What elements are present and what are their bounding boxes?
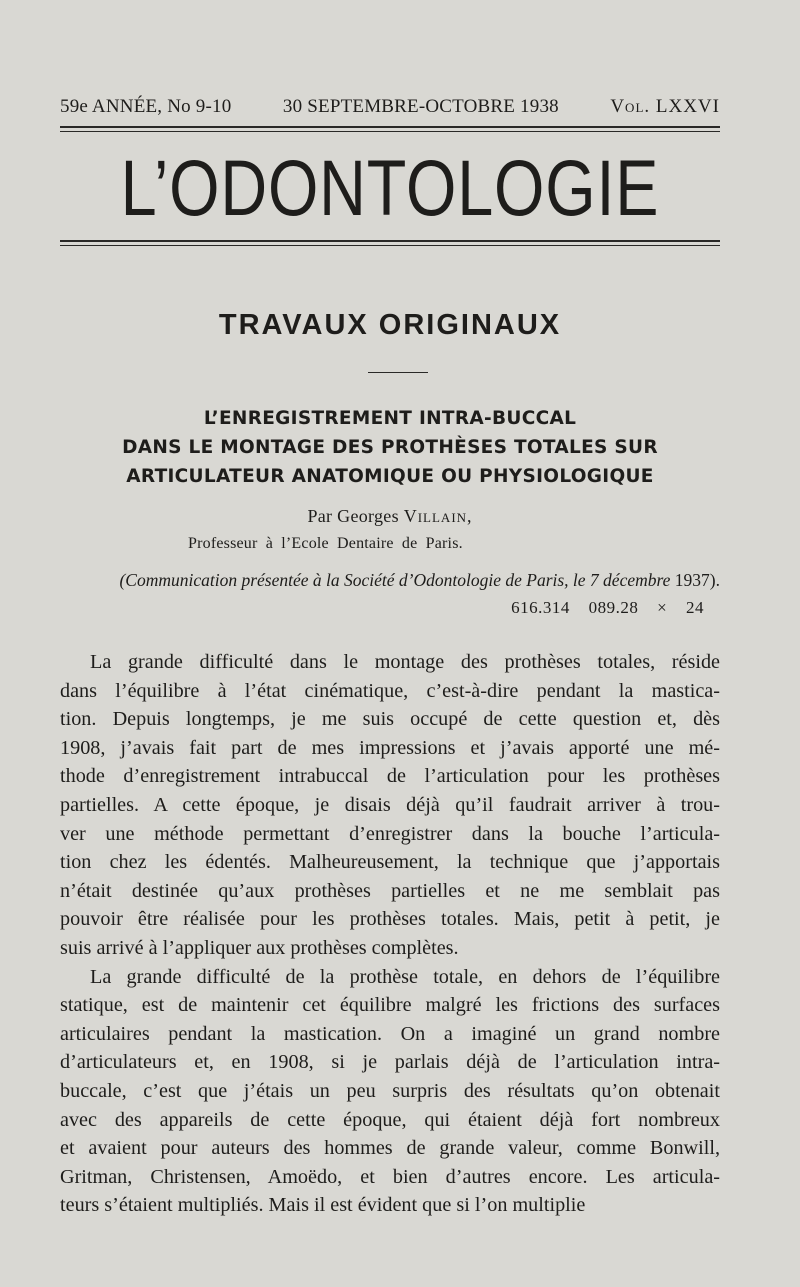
article-title <box>60 404 720 491</box>
paragraph-line: tion chez les édentés. Malheureusement, la technique que j’apportais <box>60 851 720 874</box>
header-rule <box>60 126 720 132</box>
paragraph <box>60 963 720 1220</box>
paragraph-line: La grande difficulté dans le montage des prothèses totales, réside <box>90 651 720 673</box>
author-affiliation: Professeur à l’Ecole Dentaire de Paris. <box>188 535 463 552</box>
paragraph-line: Gritman, Christensen, Amoëdo, et bien d’autres encore. Les articula- <box>60 1165 720 1188</box>
paragraph-line: avec des appareils de cette époque, qui étaient déjà fort nombreux <box>60 1108 720 1131</box>
title-rule <box>60 240 720 246</box>
article-body <box>60 648 720 1220</box>
paragraph-line: n’était destinée qu’aux prothèses partielles et ne me semblait pas <box>60 879 720 902</box>
paragraph-line: teurs s’étaient multipliés. Mais il est évident que si l’on multiplie <box>60 1194 586 1217</box>
paragraph-line: d’articulateurs et, en 1908, si je parlais déjà de l’articulation intra- <box>60 1051 720 1074</box>
paragraph-line: thode d’enregistrement intrabuccal de l’articulation pour les prothèses <box>60 765 720 788</box>
paragraph-line: suis arrivé à l’appliquer aux prothèses complètes. <box>60 936 459 959</box>
paragraph-line: La grande difficulté de la prothèse totale, en dehors de l’équilibre <box>90 965 720 988</box>
issue-number: 59e ANNÉE, No 9-10 <box>60 96 232 117</box>
paragraph-line: tion. Depuis longtemps, je me suis occupé de cette question et, dès <box>60 708 720 731</box>
article-title-line: L’ENREGISTREMENT INTRA-BUCCAL <box>203 408 577 429</box>
journal-title: L’ODONTOLOGIE <box>120 143 660 232</box>
communication-text: (Communication présentée à la Société d’Odontologie de Paris, le 7 décembre <box>119 570 671 590</box>
paragraph-line: et avaient pour auteurs des hommes de grande valeur, comme Bonwill, <box>60 1137 720 1160</box>
section-divider <box>368 372 428 373</box>
section-title: TRAVAUX ORIGINAUX <box>218 309 562 341</box>
running-header <box>60 96 720 118</box>
article-title-line: ARTICULATEUR ANATOMIQUE OU PHYSIOLOGIQUE <box>126 466 654 487</box>
paragraph <box>60 648 720 963</box>
paragraph-line: buccale, c’est que j’étais un peu surpris des résultats qu’on obtenait <box>60 1079 720 1102</box>
communication-year: 1937). <box>674 570 720 590</box>
paragraph-line: dans l’équilibre à l’état cinématique, c’est-à-dire pendant la mastica- <box>60 679 720 702</box>
paragraph-line: ver une méthode permettant d’enregistrer dans la bouche l’articula- <box>60 822 720 845</box>
classification-code: 616.314 089.28 × 24 <box>511 598 704 617</box>
communication-note <box>60 570 720 591</box>
byline-prefix: Par Georges <box>307 506 399 526</box>
volume-number: Vol. LXXVI <box>610 96 720 117</box>
paragraph-line: statique, est de maintenir cet équilibre malgré les frictions des surfaces <box>60 994 720 1017</box>
paragraph-line: pouvoir être réalisée pour les prothèses totales. Mais, petit à petit, je <box>60 908 720 931</box>
paragraph-line: 1908, j’avais fait part de mes impressions et j’avais apporté une mé- <box>60 736 720 759</box>
paragraph-line: partielles. A cette époque, je disais déjà qu’il faudrait arriver à trou- <box>60 793 720 816</box>
byline <box>60 506 720 527</box>
issue-date: 30 SEPTEMBRE-OCTOBRE 1938 <box>282 96 559 117</box>
paragraph-line: articulaires pendant la mastication. On a imaginé un grand nombre <box>60 1022 720 1045</box>
author-surname: Villain, <box>403 506 473 526</box>
article-title-line: DANS LE MONTAGE DES PROTHÈSES TOTALES SUR <box>122 437 658 458</box>
